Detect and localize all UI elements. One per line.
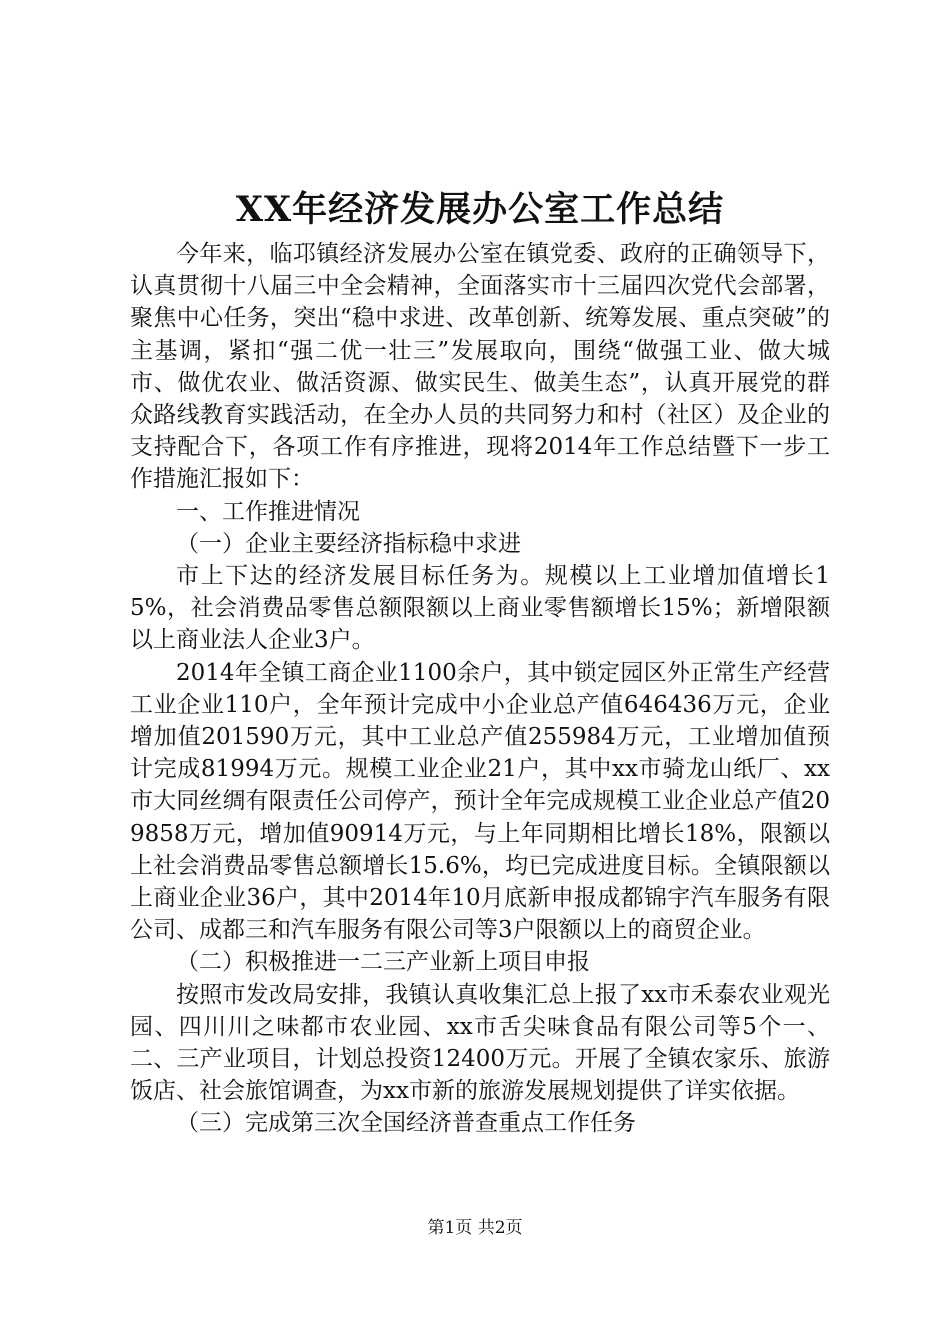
page-footer: 第1页 共2页 [427,1218,523,1238]
document-page [130,184,830,1140]
body-paragraph-projects: 按照市发改局安排，我镇认真收集汇总上报了xx市禾泰农业观光园、四川川之味都市农业园、xx市舌尖味食品有限公司等5个一、二、三产业项目，计划总投资12400万元。开展了全镇农家乐、旅游饭店、社会旅馆调查，为xx市新的旅游发展规划提供了详实依据。 [130,981,830,1105]
section-heading-1: 一、工作推进情况 [176,498,360,525]
subsection-heading-2: （二）积极推进一二三产业新上项目申报 [176,949,590,976]
body-paragraph-enterprises: 2014年全镇工商企业1100余户，其中锁定园区外正常生产经营工业企业110户，全年预计完成中小企业总产值646436万元，企业增加值201590万元，其中工业总产值255984万元，工业增加值预计完成81994万元。规模工业企业21户，其中xx市骑龙山纸厂、xx市大同丝绸有限责任公司停产，预计全年完成规模工业企业总产值209858万元，增加值90914万元，与上年同期相比增长18%，限额以上社会消费品零售总额增长15.6%，均已完成进度目标。全镇限额以上商业企业36户，其中2014年10月底新申报成都锦宇汽车服务有限公司、成都三和汽车服务有限公司等3户限额以上的商贸企业。 [130,659,830,944]
body-paragraph-targets: 市上下达的经济发展目标任务为。规模以上工业增加值增长15%，社会消费品零售总额限额以上商业零售额增长15%；新增限额以上商业法人企业3户。 [130,563,830,654]
document-title: XX年经济发展办公室工作总结 [235,189,725,230]
subsection-heading-3: （三）完成第三次全国经济普查重点工作任务 [176,1110,636,1137]
subsection-heading-1: （一）企业主要经济指标稳中求进 [176,530,521,557]
intro-paragraph: 今年来，临邛镇经济发展办公室在镇党委、政府的正确领导下，认真贯彻十八届三中全会精神，全面落实市十三届四次党代会部署，聚焦中心任务，突出“稳中求进、改革创新、统筹发展、重点突破”的主基调，紧扣“强二优一壮三”发展取向，围绕“做强工业、做大城市、做优农业、做活资源、做实民生、做美生态”，认真开展党的群众路线教育实践活动，在全办人员的共同努力和村（社区）及企业的支持配合下，各项工作有序推进，现将2014年工作总结暨下一步工作措施汇报如下： [130,241,830,493]
